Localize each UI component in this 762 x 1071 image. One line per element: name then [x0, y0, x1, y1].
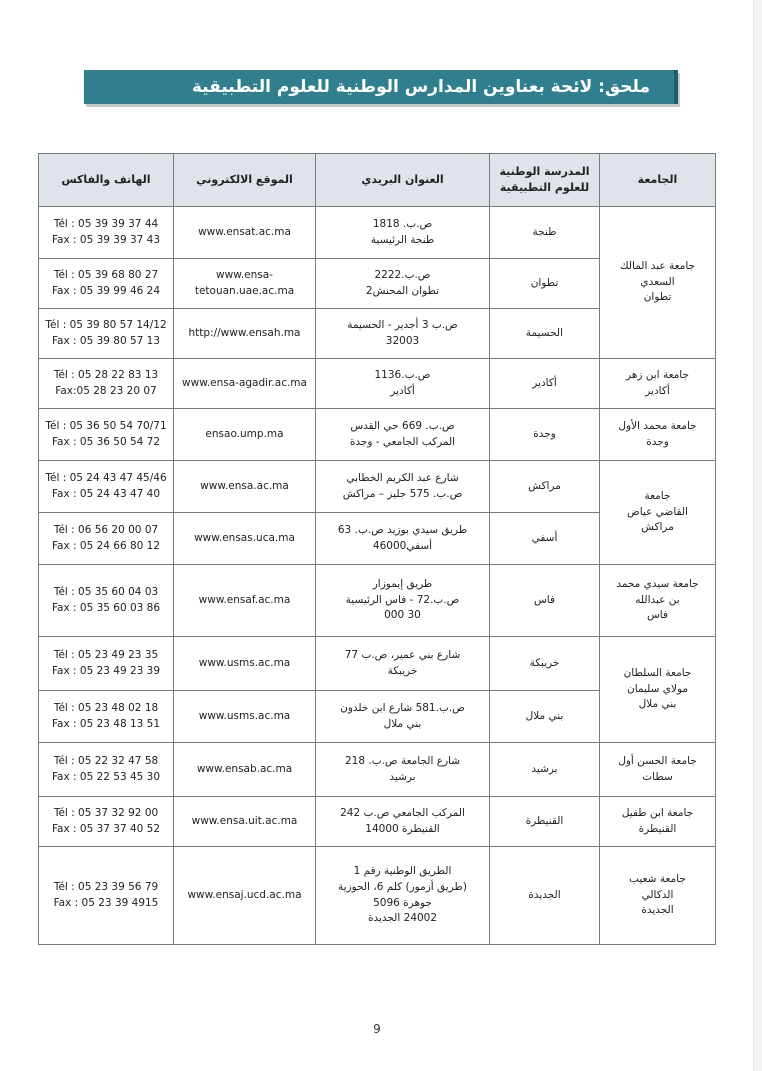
- address-cell: [316, 409, 490, 461]
- website-cell: www.ensat.ac.ma: [174, 207, 316, 259]
- cell-line: Fax : 05 23 48 13 51: [51, 717, 161, 730]
- phone-cell: [39, 409, 174, 461]
- cell-line: وجدة: [646, 435, 669, 448]
- cell-line: بني ملال: [638, 698, 677, 711]
- cell-line: Tél : 05 22 32 47 58: [53, 754, 159, 767]
- university-cell: [600, 797, 716, 847]
- school-cell: وجدة: [490, 409, 600, 461]
- cell-line: 30 000: [384, 609, 421, 622]
- cell-line: Fax : 05 39 80 57 13: [51, 334, 161, 347]
- cell-line: شارع الجامعة ص.ب. 218: [344, 754, 461, 767]
- cell-line: Fax : 05 23 49 23 39: [51, 664, 161, 677]
- cell-line: Tél : 05 23 39 56 79: [53, 880, 159, 893]
- school-cell: فاس: [490, 565, 600, 637]
- phone-cell: [39, 743, 174, 797]
- cell-line: مولاي سليمان: [626, 682, 689, 695]
- table-body: [39, 207, 716, 945]
- cell-line: جامعة عبد المالك: [619, 259, 696, 272]
- cell-line: طريق إيموزار: [372, 577, 433, 590]
- school-cell: أكادير: [490, 359, 600, 409]
- col-phone: الهاتف والفاكس: [39, 154, 174, 207]
- university-cell: [600, 637, 716, 743]
- cell-line: القنيطرة 14000: [365, 822, 440, 835]
- address-cell: [316, 847, 490, 945]
- address-cell: [316, 207, 490, 259]
- col-school: المدرسة الوطنية للعلوم التطبيقية: [490, 154, 600, 207]
- cell-line: مراكش: [641, 521, 674, 534]
- university-cell: [600, 565, 716, 637]
- cell-line: Tél : 05 36 50 54 70/71: [45, 419, 167, 432]
- cell-line: Tél : 05 28 22 83 13: [53, 368, 159, 381]
- address-cell: [316, 359, 490, 409]
- cell-line: خريبكة: [387, 664, 418, 677]
- cell-line: Fax : 05 37 37 40 52: [51, 822, 161, 835]
- cell-line: جامعة السلطان: [623, 666, 692, 679]
- address-cell: [316, 637, 490, 691]
- page-edge: [753, 0, 762, 1071]
- cell-line: 24002 الجديدة: [367, 912, 438, 925]
- address-cell: [316, 259, 490, 309]
- cell-line: Tél : 05 35 60 04 03: [53, 585, 159, 598]
- cell-line: (طريق أزمور) كلم 6، الحوزية: [338, 880, 467, 893]
- university-cell: [600, 409, 716, 461]
- cell-line: المركب الجامعي ص.ب 242: [340, 806, 465, 819]
- school-cell: أسفي: [490, 513, 600, 565]
- website-cell: www.ensa.uit.ac.ma: [174, 797, 316, 847]
- table-row: [39, 797, 716, 847]
- cell-line: جامعة ابن طفيل: [621, 806, 694, 819]
- university-cell: [600, 461, 716, 565]
- website-cell: www.ensaj.ucd.ac.ma: [174, 847, 316, 945]
- cell-line: Tél : 06 56 20 00 07: [53, 523, 159, 536]
- cell-line: ص.ب.1136: [374, 368, 431, 381]
- cell-line: بن عبدالله: [635, 593, 680, 606]
- phone-cell: [39, 461, 174, 513]
- cell-line: تطوان: [643, 291, 672, 304]
- cell-line: أكادير: [390, 384, 415, 397]
- cell-line: برشيد: [389, 770, 416, 783]
- address-cell: [316, 513, 490, 565]
- cell-line: جامعة: [644, 489, 671, 502]
- phone-cell: [39, 309, 174, 359]
- cell-line: شارع بني عمير، ص.ب 77: [344, 648, 461, 661]
- cell-line: ص.ب. 669 حي القدس: [350, 419, 455, 432]
- schools-table: [38, 153, 716, 945]
- cell-line: Fax : 05 23 39 4915: [53, 896, 159, 909]
- cell-line: القاضي عياض: [627, 505, 688, 518]
- cell-line: السعدي: [640, 275, 675, 288]
- website-cell: www.ensab.ac.ma: [174, 743, 316, 797]
- cell-line: ص.ب. 575 جليز – مراكش: [342, 487, 463, 500]
- phone-cell: [39, 513, 174, 565]
- col-university: الجامعة: [600, 154, 716, 207]
- cell-line: Fax : 05 24 66 80 12: [51, 539, 161, 552]
- cell-line: جامعة الحسن أول: [618, 754, 697, 767]
- cell-line: جامعة شعيب: [629, 872, 686, 885]
- cell-line: Tél : 05 23 49 23 35: [53, 648, 159, 661]
- cell-line: Tél : 05 39 80 57 14/12: [45, 318, 167, 331]
- cell-line: طريق سيدي بوزيد ص.ب. 63: [337, 523, 468, 536]
- phone-cell: [39, 565, 174, 637]
- table-row: [39, 359, 716, 409]
- cell-line: المركب الجامعي - وجدة: [349, 435, 456, 448]
- cell-line: Fax:05 28 23 20 07: [55, 384, 157, 397]
- cell-line: Tél : 05 37 32 92 00: [53, 806, 159, 819]
- phone-cell: [39, 847, 174, 945]
- cell-line: الدكالي: [641, 888, 674, 901]
- school-cell: تطوان: [490, 259, 600, 309]
- cell-line: ص.ب.72 - فاس الرئيسية: [345, 593, 460, 606]
- table-header-row: [39, 154, 716, 207]
- website-cell: http://www.ensah.ma: [174, 309, 316, 359]
- phone-cell: [39, 691, 174, 743]
- table-row: [39, 743, 716, 797]
- address-cell: [316, 461, 490, 513]
- university-cell: [600, 847, 716, 945]
- cell-line: Fax : 05 36 50 54 72: [51, 435, 161, 448]
- page-heading: ملحق: لائحة بعناوين المدارس الوطنية للعلوم التطبيقية: [84, 70, 678, 104]
- cell-line: بني ملال: [383, 717, 422, 730]
- university-cell: [600, 207, 716, 359]
- cell-line: طنجة الرئيسية: [370, 233, 435, 246]
- cell-line: جامعة محمد الأول: [618, 419, 697, 432]
- cell-line: الطريق الوطنية رقم 1: [353, 865, 452, 877]
- phone-cell: [39, 797, 174, 847]
- cell-line: القنيطرة: [638, 822, 677, 835]
- cell-line: جامعة سيدي محمد: [616, 577, 699, 590]
- phone-cell: [39, 259, 174, 309]
- school-cell: برشيد: [490, 743, 600, 797]
- cell-line: Fax : 05 39 39 37 43: [51, 233, 161, 246]
- cell-line: سطات: [642, 770, 673, 783]
- website-cell: www.ensa-agadir.ac.ma: [174, 359, 316, 409]
- website-cell: www.usms.ac.ma: [174, 637, 316, 691]
- school-cell: القنيطرة: [490, 797, 600, 847]
- cell-line: أسفي46000: [372, 539, 433, 552]
- cell-line: 32003: [385, 334, 420, 347]
- cell-line: Fax : 05 22 53 45 30: [51, 770, 161, 783]
- website-cell: ensao.ump.ma: [174, 409, 316, 461]
- website-cell: www.ensa.ac.ma: [174, 461, 316, 513]
- school-cell: الحسيمة: [490, 309, 600, 359]
- col-website: الموقع الالكتروني: [174, 154, 316, 207]
- address-cell: [316, 743, 490, 797]
- table-row: [39, 565, 716, 637]
- cell-line: أكادير: [645, 384, 670, 397]
- website-cell: www.ensa-tetouan.uae.ac.ma: [174, 259, 316, 309]
- school-cell: الجديدة: [490, 847, 600, 945]
- university-cell: [600, 743, 716, 797]
- phone-cell: [39, 637, 174, 691]
- cell-line: جوهرة 5096: [373, 896, 432, 909]
- cell-line: ص.ب.581 شارع ابن خلدون: [340, 701, 465, 714]
- cell-line: شارع عبد الكريم الخطابي: [346, 471, 459, 484]
- cell-line: Fax : 05 24 43 47 40: [51, 487, 161, 500]
- website-cell: www.ensaf.ac.ma: [174, 565, 316, 637]
- school-cell: بني ملال: [490, 691, 600, 743]
- cell-line: الجديدة: [641, 904, 674, 917]
- cell-line: تطوان المحنش2: [365, 284, 440, 297]
- address-cell: [316, 797, 490, 847]
- school-cell: خريبكة: [490, 637, 600, 691]
- cell-line: Tél : 05 24 43 47 45/46: [45, 471, 167, 484]
- address-cell: [316, 309, 490, 359]
- page-number: 9: [373, 1022, 381, 1036]
- table-row: [39, 207, 716, 259]
- table-row: [39, 461, 716, 513]
- cell-line: ص.ب. 1818: [372, 217, 433, 230]
- school-cell: طنجة: [490, 207, 600, 259]
- cell-line: Tél : 05 23 48 02 18: [53, 701, 159, 714]
- phone-cell: [39, 207, 174, 259]
- table-row: [39, 409, 716, 461]
- website-cell: www.usms.ac.ma: [174, 691, 316, 743]
- address-cell: [316, 691, 490, 743]
- table-row: [39, 847, 716, 945]
- address-cell: [316, 565, 490, 637]
- phone-cell: [39, 359, 174, 409]
- table-row: [39, 637, 716, 691]
- cell-line: Tél : 05 39 68 80 27: [53, 268, 159, 281]
- cell-line: جامعة ابن زهر: [626, 368, 689, 381]
- cell-line: Fax : 05 39 99 46 24: [51, 284, 161, 297]
- cell-line: ص.ب.2222: [374, 268, 431, 281]
- cell-line: Tél : 05 39 39 37 44: [53, 217, 159, 230]
- school-cell: مراكش: [490, 461, 600, 513]
- website-cell: www.ensas.uca.ma: [174, 513, 316, 565]
- cell-line: فاس: [646, 609, 669, 622]
- cell-line: Fax : 05 35 60 03 86: [51, 601, 161, 614]
- col-address: العنوان البريدي: [316, 154, 490, 207]
- cell-line: ص.ب 3 أجدير - الحسيمة: [347, 318, 458, 331]
- university-cell: [600, 359, 716, 409]
